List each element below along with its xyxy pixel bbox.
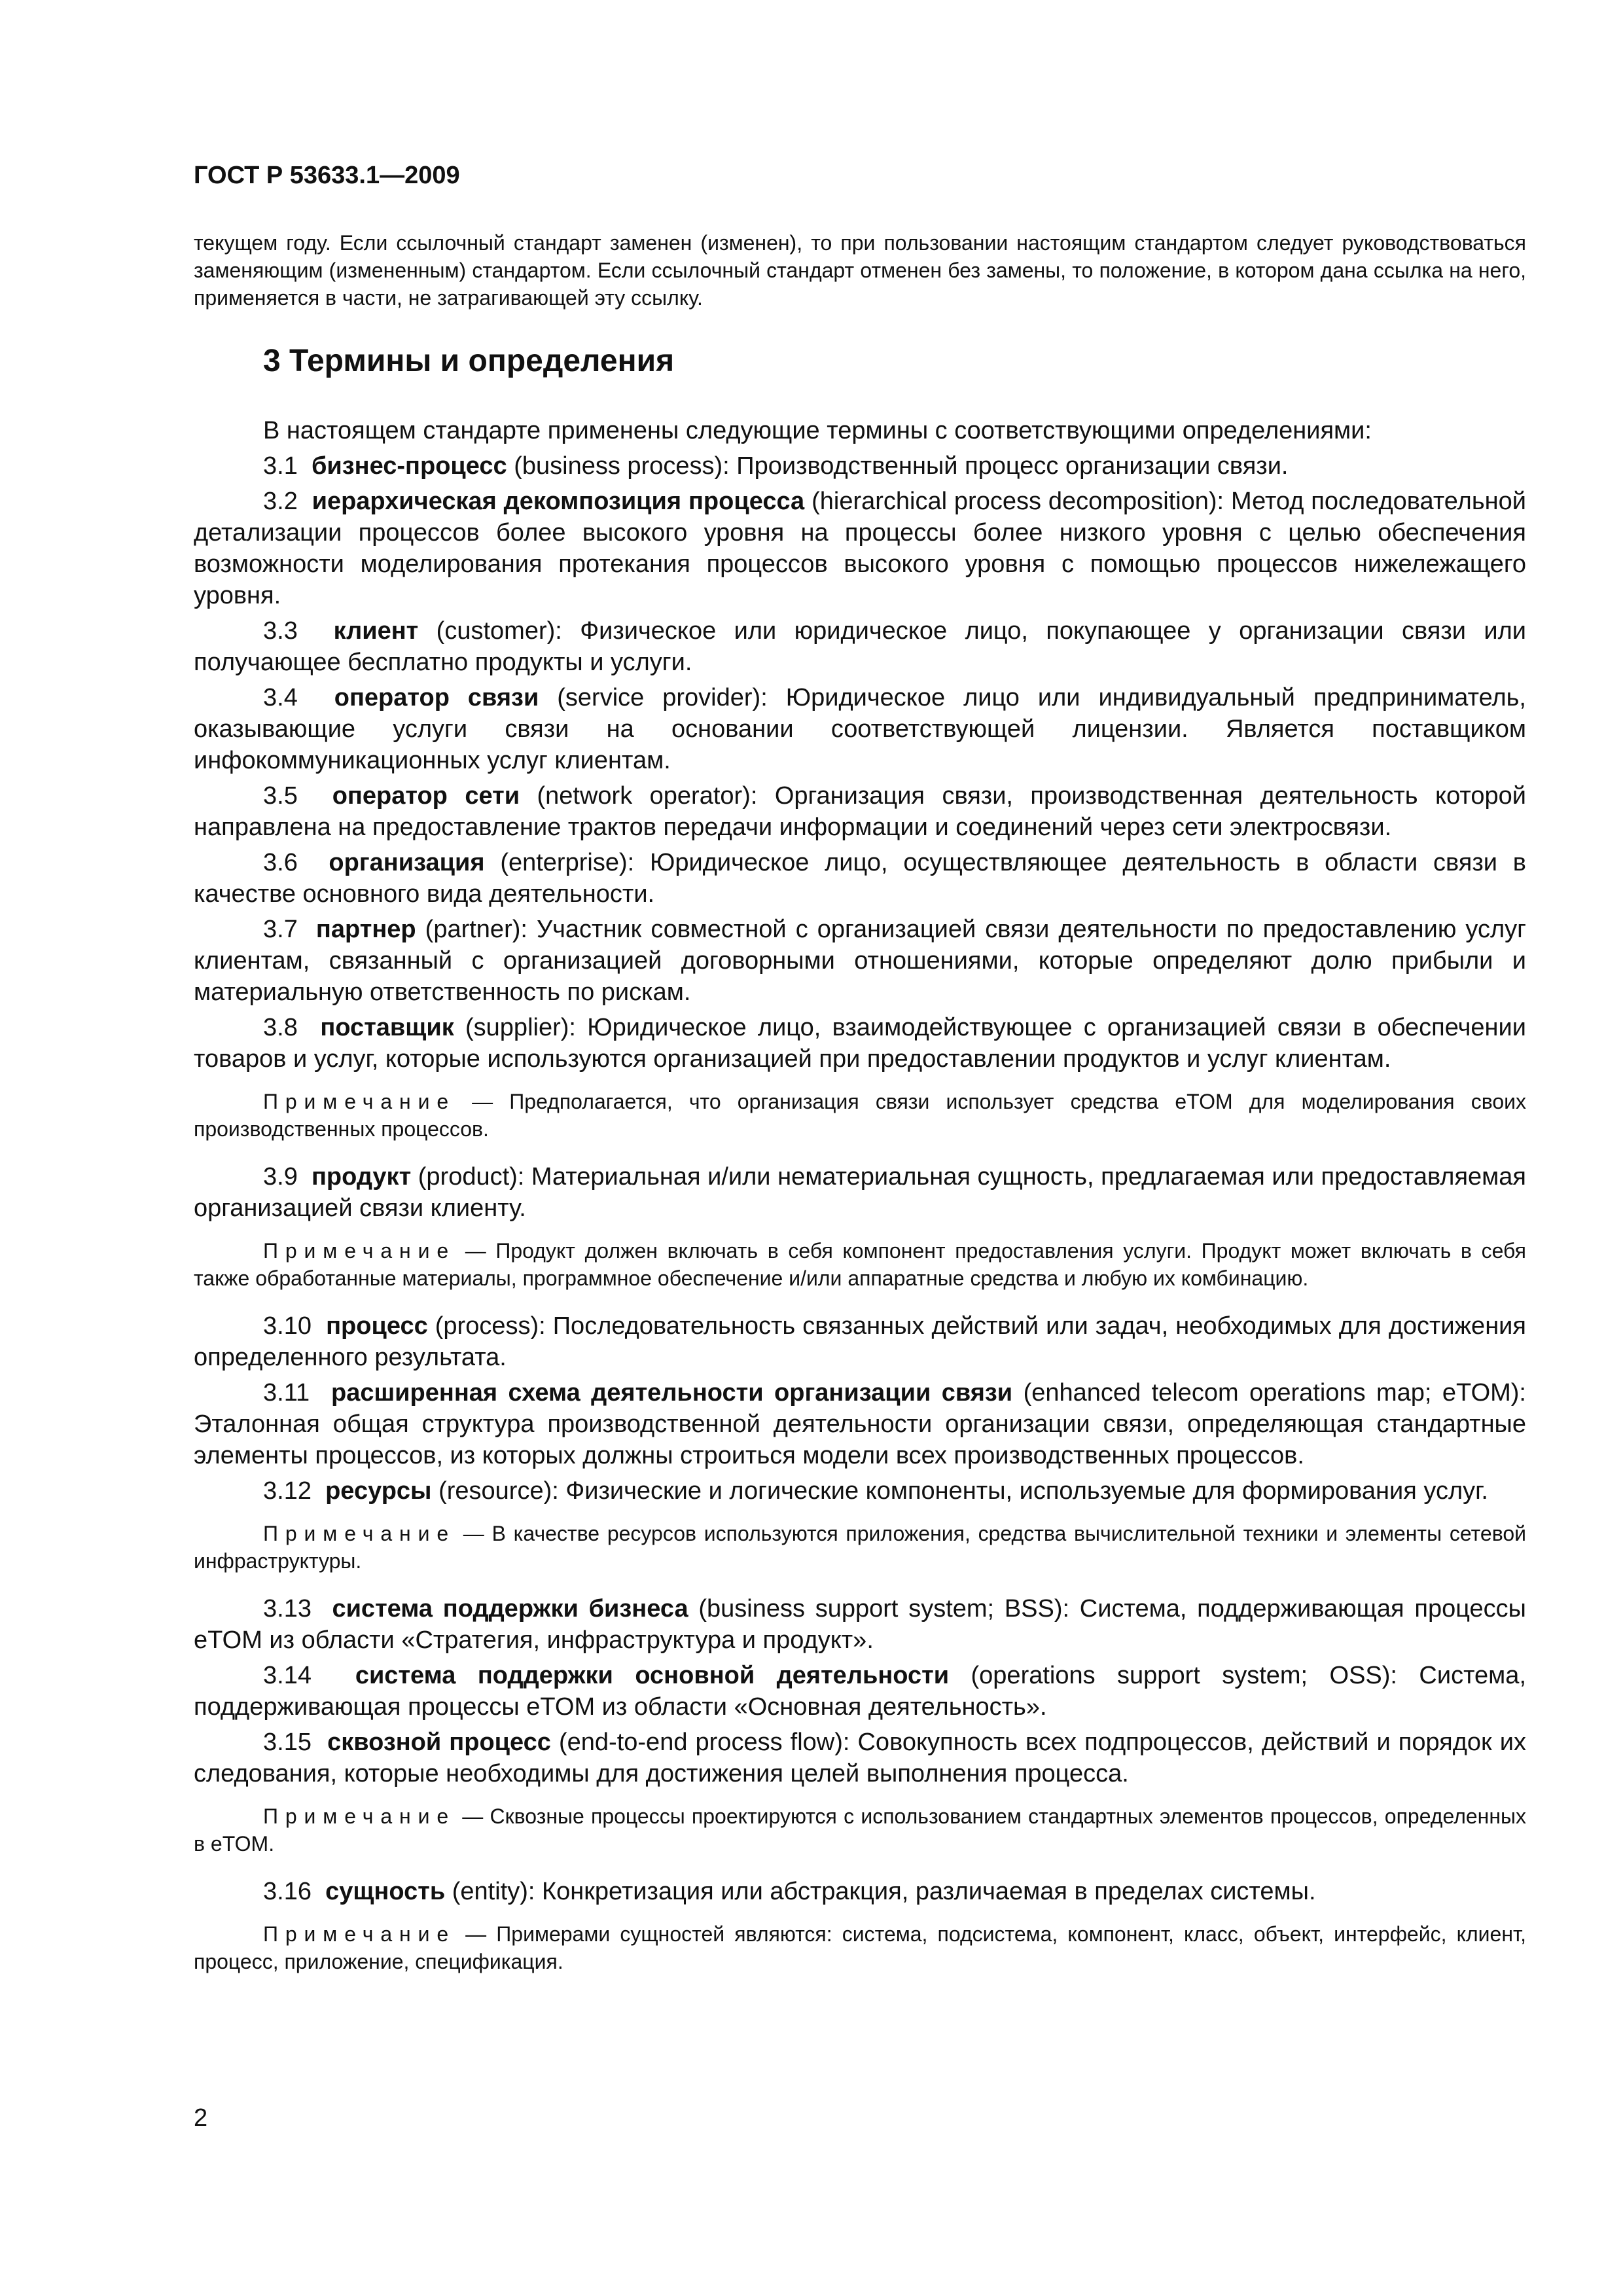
term-number: 3.10 xyxy=(263,1312,312,1340)
term-definition: (resource): Физические и логические компоненты, используемые для формирования услуг. xyxy=(431,1477,1488,1505)
note-text: — Сквозные процессы проектируются с использованием стандартных элементов процессов, определенных в eTOM. xyxy=(194,1804,1526,1856)
term-definition: (partner): Участник совместной с организацией связи деятельности по предоставлению услуг клиентам, связанный с организацией договорными отношениями, которые определяют долю прибыли и материальную ответственность по рискам. xyxy=(194,916,1526,1006)
term-name: сквозной процесс xyxy=(327,1729,551,1756)
term-definition: (business support system; BSS): Система, поддерживающая процессы eTOM из области «Стратегия, инфраструктура и продукт». xyxy=(194,1595,1526,1654)
term-name: ресурсы xyxy=(325,1477,432,1505)
term-definition: (customer): Физическое или юридическое лицо, покупающее у организации связи или получающее бесплатно продукты и услуги. xyxy=(194,617,1526,676)
term-number: 3.16 xyxy=(263,1878,312,1905)
note-after-3-16 xyxy=(194,1920,1526,1975)
term-name: поставщик xyxy=(320,1014,454,1041)
term-3-3 xyxy=(194,615,1526,678)
term-number: 3.6 xyxy=(263,849,298,876)
term-3-10 xyxy=(194,1310,1526,1373)
term-number: 3.12 xyxy=(263,1477,312,1505)
term-definition: (network operator): Организация связи, производственная деятельность которой направлена на предоставление трактов передачи информации и соединений через сети электросвязи. xyxy=(194,782,1526,841)
term-name: сущность xyxy=(325,1878,446,1905)
term-definition: (business process): Производственный процесс организации связи. xyxy=(507,452,1289,480)
term-3-5 xyxy=(194,780,1526,843)
term-number: 3.11 xyxy=(263,1379,310,1407)
term-number: 3.5 xyxy=(263,782,298,810)
term-number: 3.7 xyxy=(263,916,298,943)
term-3-8 xyxy=(194,1012,1526,1075)
term-definition: (end-to-end process flow): Совокупность всех подпроцессов, действий и порядок их следования, которые необходимы для достижения целей выполнения процесса. xyxy=(194,1729,1526,1787)
term-definition: (entity): Конкретизация или абстракция, различаемая в пределах системы. xyxy=(445,1878,1316,1905)
page-number: 2 xyxy=(194,2104,208,2132)
term-name: организация xyxy=(329,849,485,876)
intro-paragraph: текущем году. Если ссылочный стандарт заменен (изменен), то при пользовании настоящим стандартом следует руководствоваться заменяющим (измененным) стандартом. Если ссылочный стандарт отменен без замены, то положение, в котором дана ссылка на него, применяется в части, не затрагивающей эту ссылку. xyxy=(194,231,1526,310)
term-definition: (service provider): Юридическое лицо или индивидуальный предприниматель, оказывающие услуги связи на основании соответствующей лицензии. Является поставщиком инфокоммуникационных услуг клиентам. xyxy=(194,684,1526,774)
term-3-2 xyxy=(194,486,1526,611)
note-text: — В качестве ресурсов используются приложения, средства вычислительной техники и элементы сетевой инфраструктуры. xyxy=(194,1522,1526,1573)
term-3-16 xyxy=(194,1876,1526,1907)
term-number: 3.9 xyxy=(263,1163,298,1191)
term-definition: (enterprise): Юридическое лицо, осуществляющее деятельность в области связи в качестве основного вида деятельности. xyxy=(194,849,1526,908)
term-name: иерархическая декомпозиция процесса xyxy=(312,488,805,515)
term-definition: (hierarchical process decomposition): Метод последовательной детализации процессов более высокого уровня на процессы более низкого уровня с целью обеспечения возможности моделирования протекания процессов высокого уровня с помощью процессов нижележащего уровня. xyxy=(194,488,1526,609)
term-definition: (enhanced telecom operations map; eTOM): Эталонная общая структура производственной деятельности организации связи, определяющая стандартные элементы процессов, из которых должны строиться модели всех производственных процессов. xyxy=(194,1379,1526,1469)
note-label: Примечание xyxy=(263,1522,456,1545)
term-number: 3.2 xyxy=(263,488,298,515)
term-3-14 xyxy=(194,1660,1526,1723)
term-number: 3.1 xyxy=(263,452,298,480)
term-number: 3.13 xyxy=(263,1595,312,1623)
term-number: 3.4 xyxy=(263,684,298,711)
term-definition: (operations support system; OSS): Система, поддерживающая процессы eTOM из области «Основная деятельность». xyxy=(194,1662,1526,1721)
term-3-1 xyxy=(194,450,1526,482)
term-name: клиент xyxy=(333,617,419,645)
term-name: процесс xyxy=(326,1312,428,1340)
term-3-15 xyxy=(194,1727,1526,1789)
term-3-13 xyxy=(194,1593,1526,1656)
term-3-4 xyxy=(194,682,1526,776)
note-text: — Предполагается, что организация связи использует средства eTOM для моделирования своих производственных процессов. xyxy=(194,1090,1526,1141)
note-after-3-12 xyxy=(194,1520,1526,1575)
term-number: 3.8 xyxy=(263,1014,298,1041)
section-title: 3 Термины и определения xyxy=(263,344,675,378)
term-number: 3.15 xyxy=(263,1729,312,1756)
note-after-3-8 xyxy=(194,1088,1526,1143)
term-definition: (product): Материальная и/или нематериальная сущность, предлагаемая или предоставляемая организацией связи клиенту. xyxy=(194,1163,1526,1222)
note-after-3-15 xyxy=(194,1803,1526,1857)
term-3-9 xyxy=(194,1161,1526,1224)
term-name: система поддержки основной деятельности xyxy=(355,1662,950,1689)
section-lead: В настоящем стандарте применены следующие термины с соответствующими определениями: xyxy=(263,417,1372,444)
note-text: — Продукт должен включать в себя компонент предоставления услуги. Продукт может включать в себя также обработанные материалы, программное обеспечение и/или аппаратные средства и любую их комбинацию. xyxy=(194,1239,1526,1290)
term-name: система поддержки бизнеса xyxy=(332,1595,688,1623)
note-text: — Примерами сущностей являются: система, подсистема, компонент, класс, объект, интерфейс, клиент, процесс, приложение, спецификация. xyxy=(194,1922,1526,1973)
term-name: оператор связи xyxy=(334,684,539,711)
term-definition: (process): Последовательность связанных действий или задач, необходимых для достижения определенного результата. xyxy=(194,1312,1526,1371)
term-number: 3.3 xyxy=(263,617,298,645)
note-after-3-9 xyxy=(194,1237,1526,1292)
term-name: оператор сети xyxy=(332,782,520,810)
term-name: продукт xyxy=(311,1163,412,1191)
term-3-11 xyxy=(194,1377,1526,1471)
document-page xyxy=(194,160,1526,1994)
note-label: Примечание xyxy=(263,1804,456,1828)
document-header: ГОСТ Р 53633.1—2009 xyxy=(194,162,460,189)
term-name: партнер xyxy=(315,916,416,943)
term-number: 3.14 xyxy=(263,1662,312,1689)
note-label: Примечание xyxy=(263,1239,456,1263)
term-name: бизнес-процесс xyxy=(311,452,507,480)
term-3-12 xyxy=(194,1475,1526,1507)
term-3-7 xyxy=(194,914,1526,1008)
term-3-6 xyxy=(194,847,1526,910)
term-definition: (supplier): Юридическое лицо, взаимодействующее с организацией связи в обеспечении товаров и услуг, которые используются организацией при предоставлении продуктов и услуг клиентам. xyxy=(194,1014,1526,1073)
note-label: Примечание xyxy=(263,1922,456,1946)
note-label: Примечание xyxy=(263,1090,456,1113)
term-name: расширенная схема деятельности организации связи xyxy=(331,1379,1013,1407)
